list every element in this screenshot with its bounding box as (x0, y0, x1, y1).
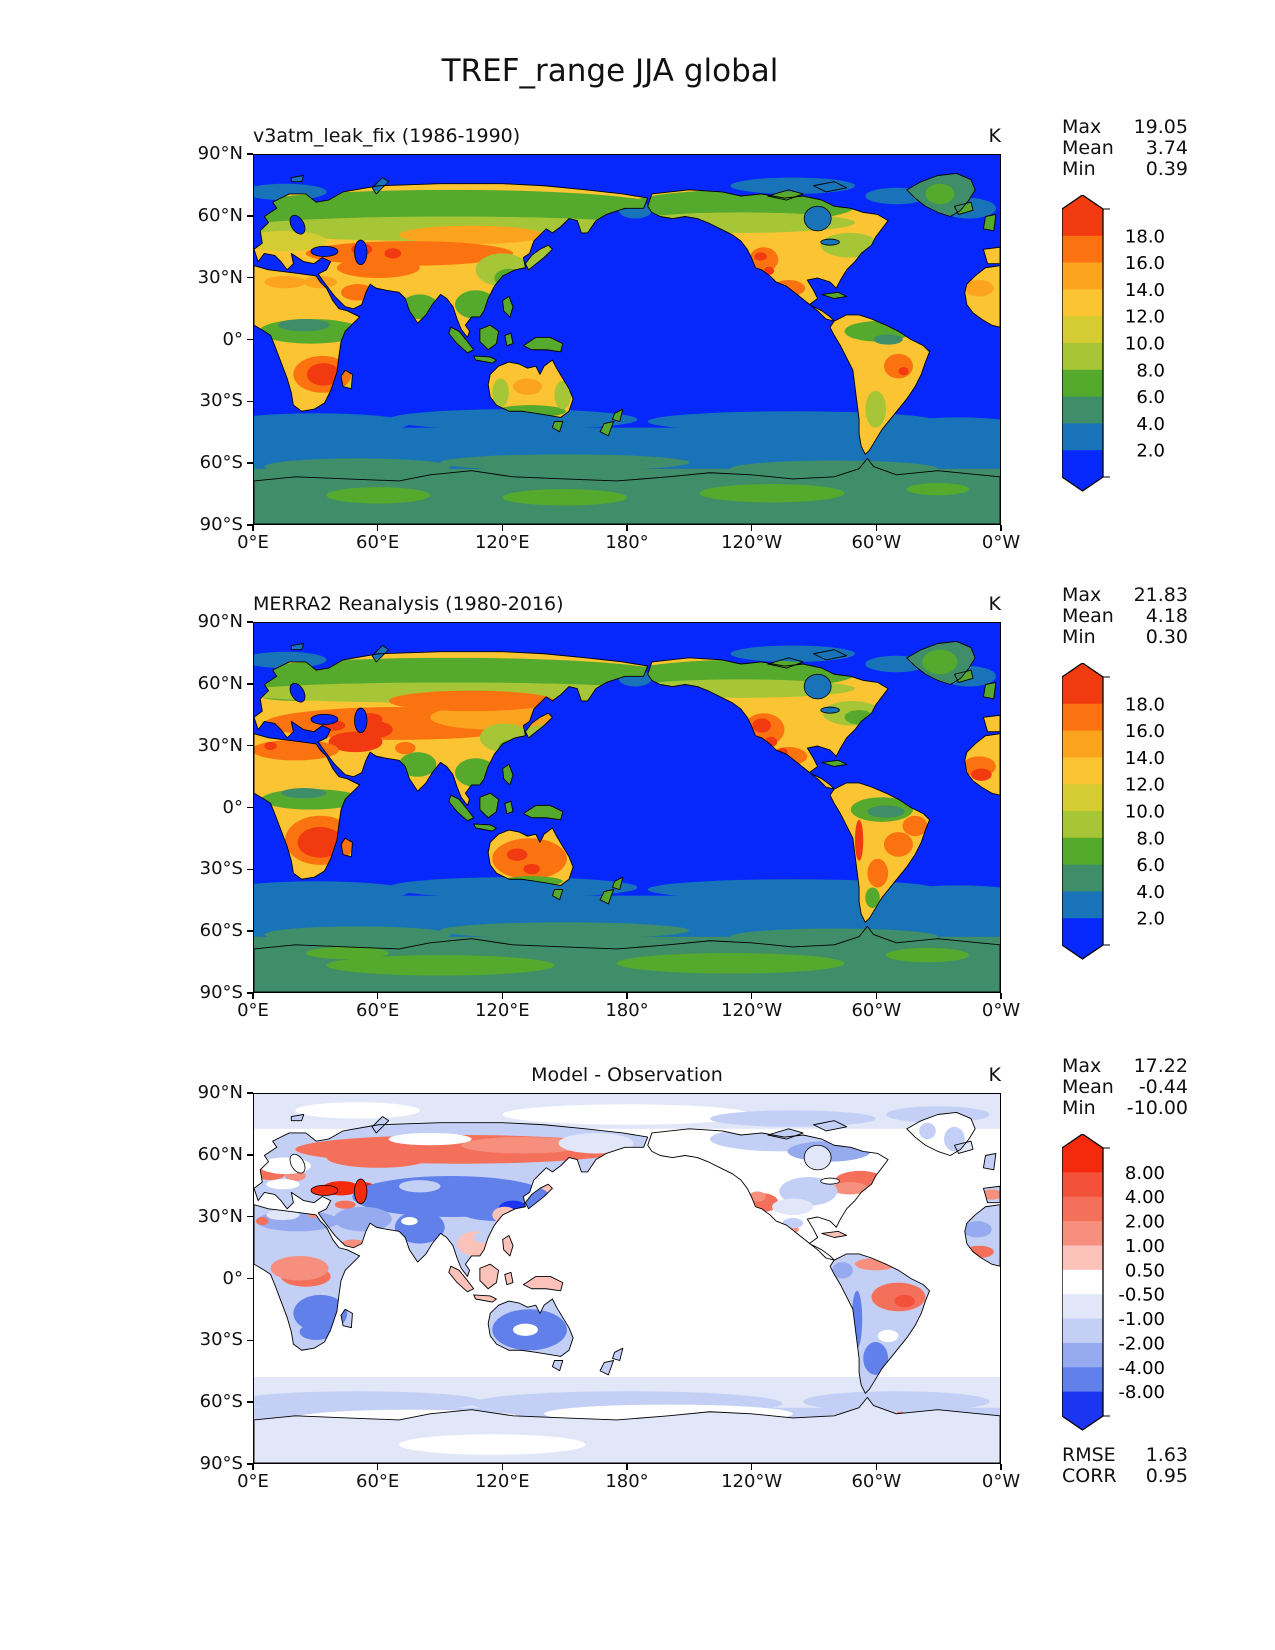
colorbar-tick-label: 12.0 (1124, 306, 1165, 328)
x-tick-mark (876, 993, 878, 999)
y-tick-mark (247, 1278, 253, 1280)
x-tick-label: 120°E (474, 1000, 530, 1021)
x-tick-label: 60°E (356, 1471, 400, 1492)
x-tick-mark (1000, 993, 1002, 999)
stat-value: -10.00 (1126, 1097, 1188, 1119)
x-tick-mark (626, 993, 628, 999)
colorbar-tick-label: -8.00 (1118, 1382, 1165, 1404)
colorbar-tick-label: 6.0 (1136, 855, 1165, 877)
stat-row (1062, 627, 1188, 648)
y-tick-label: 60°S (199, 452, 243, 474)
x-tick-mark (502, 525, 504, 531)
colorbar (1062, 663, 1212, 961)
colorbar-tick-label: -2.00 (1118, 1333, 1165, 1355)
y-tick-mark (247, 1463, 253, 1465)
y-tick-label: 30°S (199, 858, 243, 880)
stat-label: CORR (1062, 1465, 1117, 1487)
stat-value: 0.39 (1145, 158, 1188, 180)
x-tick-mark (751, 993, 753, 999)
x-tick-mark (252, 1464, 254, 1470)
stat-label: Mean (1062, 137, 1114, 159)
world-map (254, 155, 1000, 524)
y-tick-mark (247, 1092, 253, 1094)
stat-value: -0.44 (1138, 1076, 1188, 1098)
colorbar-tick-label: -1.00 (1118, 1309, 1165, 1331)
stat-label: Mean (1062, 605, 1114, 627)
colorbar-tick-label: 10.0 (1124, 333, 1165, 355)
unit-label: K (988, 593, 1001, 615)
y-tick-mark (247, 930, 253, 932)
stat-value: 4.18 (1145, 605, 1188, 627)
panel-title: v3atm_leak_fix (1986-1990) (253, 125, 521, 147)
x-tick-label: 180° (605, 1471, 649, 1492)
stats-block (1062, 585, 1188, 648)
y-tick-label: 60°N (197, 204, 243, 226)
y-tick-label: 0° (222, 328, 243, 350)
stat-row (1062, 1056, 1188, 1077)
stat-label: Max (1062, 584, 1102, 606)
stat-row (1062, 1077, 1188, 1098)
y-tick-label: 90°S (199, 1453, 243, 1474)
colorbar-tick-label: 2.0 (1136, 440, 1165, 462)
panel-title: Model - Observation (531, 1064, 723, 1086)
x-tick-mark (876, 525, 878, 531)
x-tick-label: 120°W (721, 1000, 783, 1021)
x-tick-mark (751, 525, 753, 531)
y-tick-mark (247, 401, 253, 403)
stat-value: 0.95 (1145, 1465, 1188, 1487)
stat-row (1062, 159, 1188, 180)
x-tick-mark (876, 1464, 878, 1470)
x-tick-label: 120°W (721, 1471, 783, 1492)
extra-stats-block (1062, 1445, 1188, 1487)
colorbar-tick-label: 8.00 (1124, 1162, 1165, 1184)
stat-label: RMSE (1062, 1444, 1116, 1466)
colorbar-tick-label: 10.0 (1124, 801, 1165, 823)
world-map (254, 623, 1000, 992)
x-tick-label: 0°W (981, 1000, 1021, 1021)
y-tick-label: 90°S (199, 982, 243, 1003)
stat-value: 1.63 (1145, 1444, 1188, 1466)
x-tick-mark (252, 525, 254, 531)
stat-row (1062, 585, 1188, 606)
x-tick-label: 60°W (851, 532, 902, 553)
stat-row (1062, 1445, 1188, 1466)
y-tick-label: 0° (222, 796, 243, 818)
y-tick-mark (247, 1154, 253, 1156)
x-tick-mark (377, 1464, 379, 1470)
colorbar-tick-label: 4.0 (1136, 881, 1165, 903)
y-tick-mark (247, 992, 253, 994)
x-tick-mark (377, 993, 379, 999)
colorbar-tick-label: 2.0 (1136, 908, 1165, 930)
y-tick-label: 30°S (199, 1329, 243, 1351)
colorbar-tick-label: 18.0 (1124, 694, 1165, 716)
y-tick-mark (247, 462, 253, 464)
y-tick-mark (247, 745, 253, 747)
x-tick-label: 60°E (356, 532, 400, 553)
colorbar-tick-label: -0.50 (1118, 1284, 1165, 1306)
x-tick-label: 180° (605, 1000, 649, 1021)
colorbar-tick-label: 4.00 (1124, 1187, 1165, 1209)
colorbar-tick-label: 8.0 (1136, 360, 1165, 382)
stat-row (1062, 606, 1188, 627)
stat-value: 19.05 (1133, 116, 1188, 138)
y-tick-mark (247, 869, 253, 871)
y-tick-mark (247, 683, 253, 685)
colorbar-tick-label: 4.0 (1136, 413, 1165, 435)
stat-label: Max (1062, 1055, 1102, 1077)
stat-row (1062, 1466, 1188, 1487)
x-tick-label: 0°E (237, 532, 269, 553)
y-tick-label: 90°N (197, 1082, 243, 1103)
stat-label: Mean (1062, 1076, 1114, 1098)
y-tick-label: 90°S (199, 514, 243, 535)
x-tick-mark (377, 525, 379, 531)
y-tick-mark (247, 339, 253, 341)
x-tick-label: 0°W (981, 532, 1021, 553)
figure-title: TREF_range JJA global (441, 53, 779, 89)
colorbar-tick-label: 14.0 (1124, 747, 1165, 769)
x-tick-mark (1000, 525, 1002, 531)
stat-row (1062, 1098, 1188, 1119)
x-tick-mark (626, 525, 628, 531)
colorbar-tick-label: 18.0 (1124, 226, 1165, 248)
y-tick-mark (247, 807, 253, 809)
colorbar-tick-label: 12.0 (1124, 774, 1165, 796)
stat-row (1062, 117, 1188, 138)
map-frame (253, 1093, 1001, 1464)
colorbar (1062, 195, 1212, 493)
x-tick-label: 180° (605, 532, 649, 553)
unit-label: K (988, 125, 1001, 147)
y-tick-label: 30°N (197, 734, 243, 756)
x-tick-label: 0°W (981, 1471, 1021, 1492)
x-tick-label: 120°E (474, 1471, 530, 1492)
y-tick-mark (247, 524, 253, 526)
y-tick-label: 90°N (197, 143, 243, 164)
colorbar-tick-label: -4.00 (1118, 1357, 1165, 1379)
y-tick-label: 60°N (197, 672, 243, 694)
x-tick-mark (502, 1464, 504, 1470)
x-tick-mark (751, 1464, 753, 1470)
map-frame (253, 154, 1001, 525)
stat-label: Min (1062, 1097, 1096, 1119)
colorbar-tick-label: 14.0 (1124, 279, 1165, 301)
x-tick-mark (252, 993, 254, 999)
y-tick-label: 60°S (199, 920, 243, 942)
y-tick-label: 30°N (197, 266, 243, 288)
panel-title: MERRA2 Reanalysis (1980-2016) (253, 593, 564, 615)
x-tick-label: 60°W (851, 1471, 902, 1492)
x-tick-label: 0°E (237, 1000, 269, 1021)
x-tick-label: 60°E (356, 1000, 400, 1021)
colorbar-tick-label: 1.00 (1124, 1235, 1165, 1257)
colorbar-tick-label: 16.0 (1124, 253, 1165, 275)
x-tick-label: 0°E (237, 1471, 269, 1492)
y-tick-label: 60°N (197, 1143, 243, 1165)
stat-label: Min (1062, 158, 1096, 180)
world-map (254, 1094, 1000, 1463)
x-tick-label: 120°W (721, 532, 783, 553)
stat-value: 21.83 (1133, 584, 1188, 606)
x-tick-mark (626, 1464, 628, 1470)
unit-label: K (988, 1064, 1001, 1086)
y-tick-mark (247, 277, 253, 279)
stats-block (1062, 117, 1188, 180)
stat-row (1062, 138, 1188, 159)
stat-value: 3.74 (1145, 137, 1188, 159)
y-tick-mark (247, 215, 253, 217)
colorbar-tick-label: 0.50 (1124, 1260, 1165, 1282)
map-frame (253, 622, 1001, 993)
stat-label: Max (1062, 116, 1102, 138)
colorbar-tick-label: 16.0 (1124, 721, 1165, 743)
stat-value: 17.22 (1133, 1055, 1188, 1077)
y-tick-label: 0° (222, 1267, 243, 1289)
x-tick-label: 60°W (851, 1000, 902, 1021)
colorbar-tick-label: 8.0 (1136, 828, 1165, 850)
y-tick-mark (247, 1216, 253, 1218)
colorbar-tick-label: 6.0 (1136, 387, 1165, 409)
colorbar-tick-label: 2.00 (1124, 1211, 1165, 1233)
x-tick-mark (502, 993, 504, 999)
y-tick-label: 90°N (197, 611, 243, 632)
colorbar (1062, 1134, 1212, 1432)
y-tick-mark (247, 621, 253, 623)
x-tick-mark (1000, 1464, 1002, 1470)
y-tick-label: 60°S (199, 1391, 243, 1413)
y-tick-mark (247, 1340, 253, 1342)
y-tick-mark (247, 1401, 253, 1403)
y-tick-mark (247, 153, 253, 155)
stat-label: Min (1062, 626, 1096, 648)
y-tick-label: 30°S (199, 390, 243, 412)
y-tick-label: 30°N (197, 1205, 243, 1227)
stat-value: 0.30 (1145, 626, 1188, 648)
x-tick-label: 120°E (474, 532, 530, 553)
stats-block (1062, 1056, 1188, 1119)
